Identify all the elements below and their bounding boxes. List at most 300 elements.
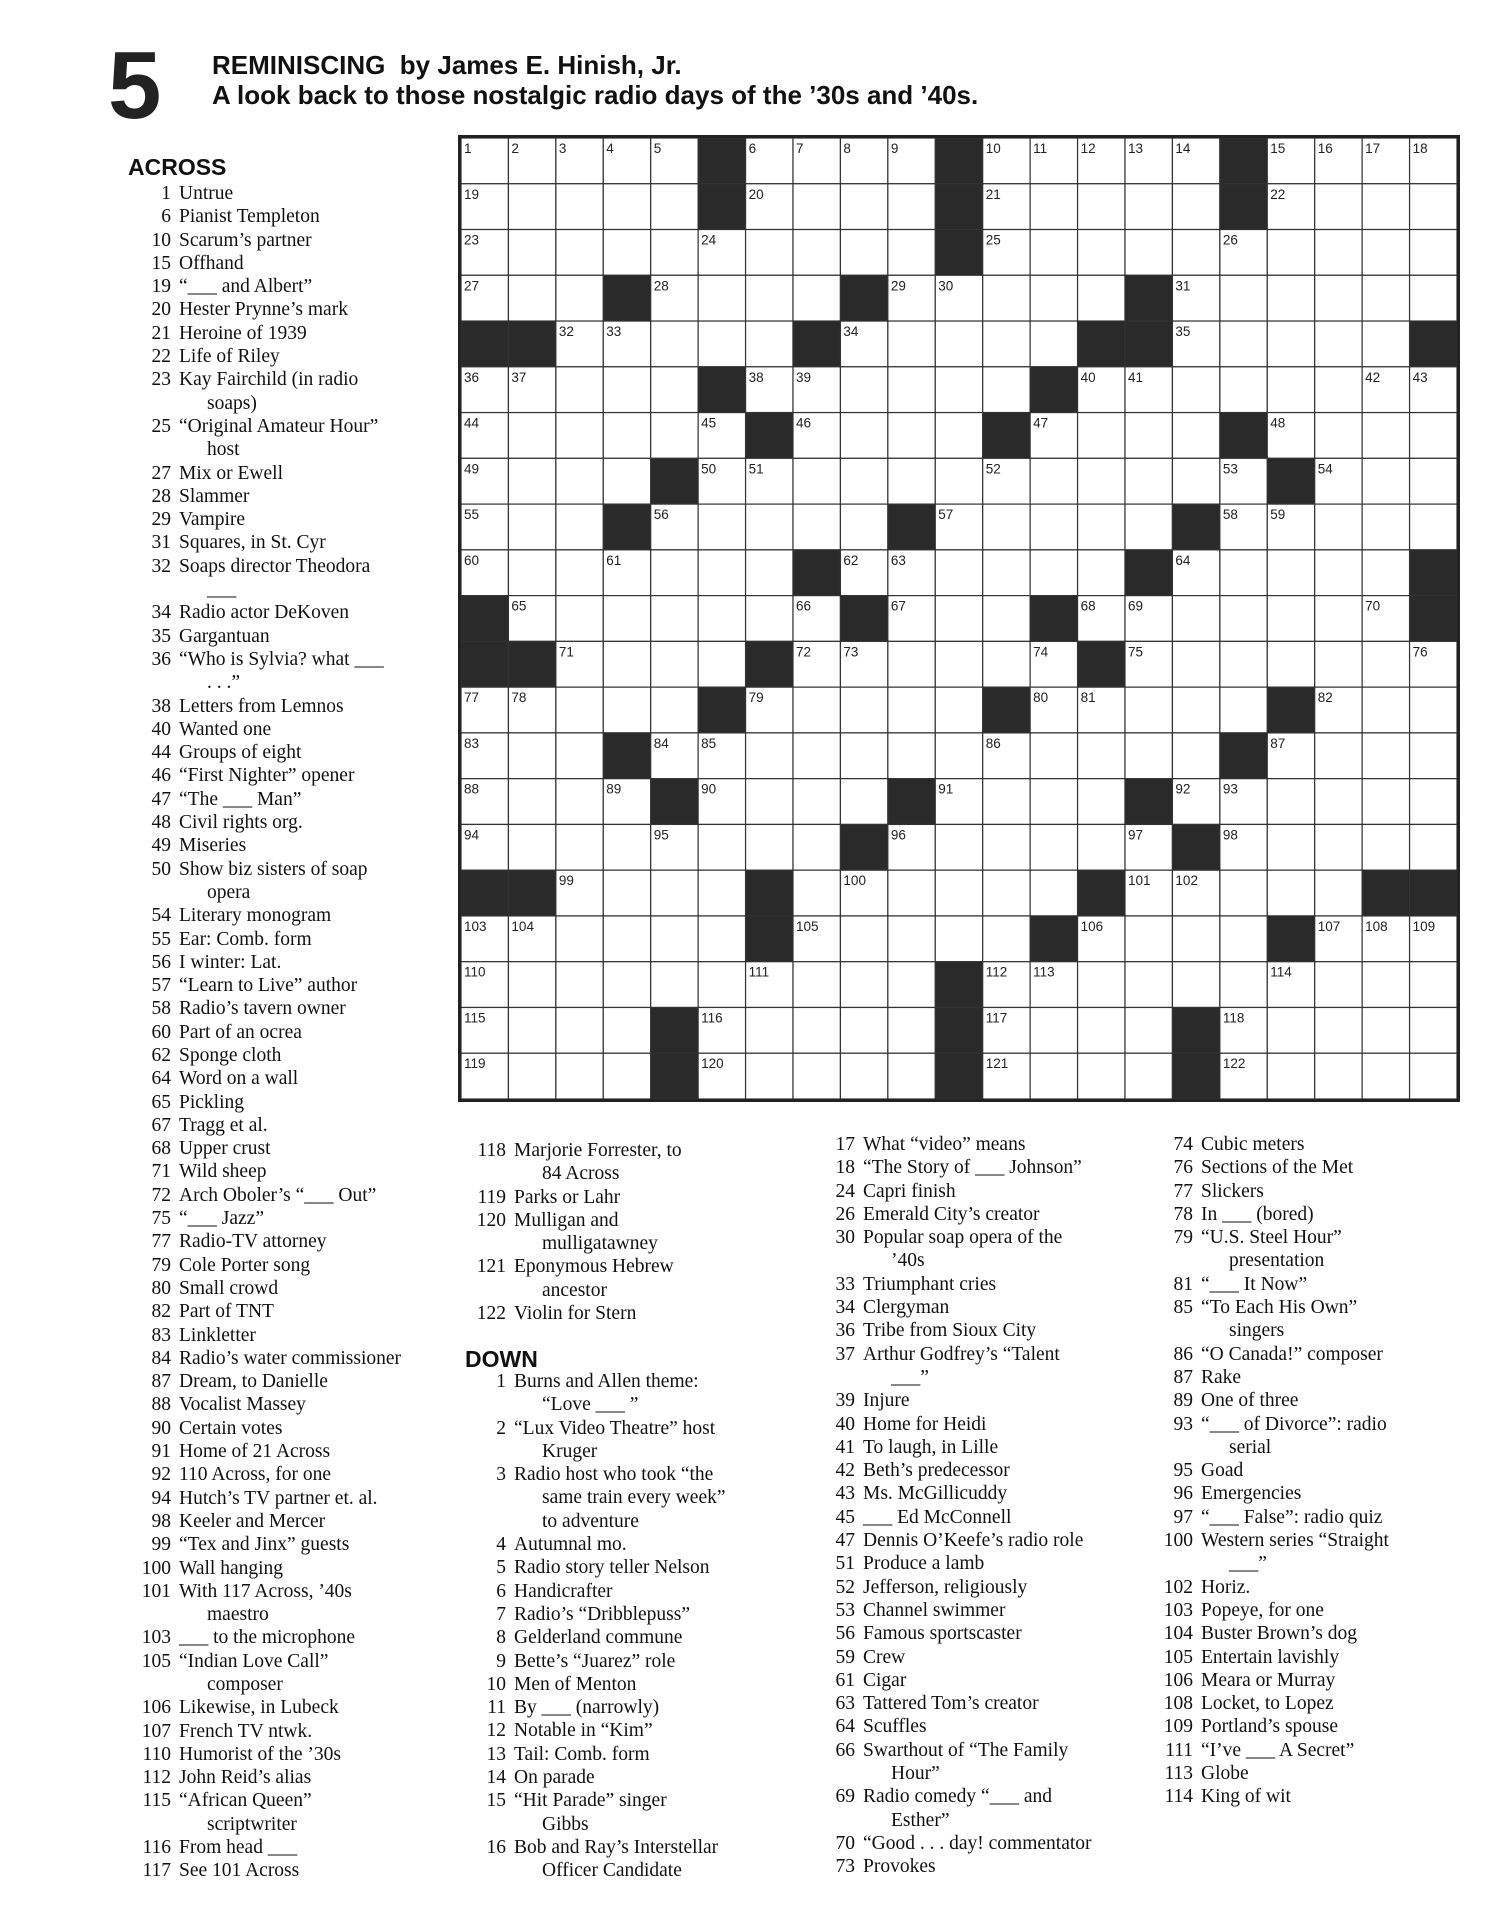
grid-cell[interactable] (603, 1053, 650, 1099)
clue-number: 91 (151, 1441, 171, 1463)
grid-cell[interactable] (935, 641, 982, 687)
clue-text (863, 1576, 1142, 1599)
across-heading: ACROSS (128, 154, 227, 180)
grid-cell[interactable] (840, 504, 887, 550)
grid-cell[interactable] (1125, 1007, 1172, 1053)
grid-cell[interactable] (651, 596, 698, 642)
grid-cell[interactable] (1267, 824, 1314, 870)
grid-cell[interactable] (698, 916, 745, 962)
grid-cell[interactable] (983, 779, 1030, 825)
grid-cell[interactable] (1267, 321, 1314, 367)
grid-cell[interactable] (1172, 413, 1219, 459)
grid-cell[interactable] (1030, 184, 1077, 230)
grid-cell[interactable] (1410, 413, 1457, 459)
grid-cell[interactable] (698, 321, 745, 367)
grid-cell[interactable] (1125, 504, 1172, 550)
grid-cell[interactable] (1362, 687, 1409, 733)
grid-cell[interactable] (603, 596, 650, 642)
grid-cell[interactable] (1267, 230, 1314, 276)
grid-cell[interactable] (1410, 1007, 1457, 1053)
grid-cell[interactable] (556, 1053, 603, 1099)
grid-cell[interactable] (793, 1053, 840, 1099)
grid-cell[interactable] (793, 1007, 840, 1053)
grid-cell[interactable] (1315, 596, 1362, 642)
grid-cell[interactable] (603, 962, 650, 1008)
grid-cell[interactable] (746, 596, 793, 642)
clue-text-line: Dream, to Danielle (179, 1371, 328, 1393)
grid-cell[interactable] (793, 504, 840, 550)
grid-cell[interactable] (1125, 1053, 1172, 1099)
clue-number: 86 (1173, 1343, 1193, 1365)
grid-cell[interactable] (1362, 321, 1409, 367)
grid-cell[interactable] (556, 779, 603, 825)
grid-cell[interactable] (1030, 504, 1077, 550)
grid-cell[interactable] (1267, 596, 1314, 642)
grid-cell[interactable] (1172, 641, 1219, 687)
grid-cell[interactable] (793, 870, 840, 916)
grid-cell[interactable] (1267, 641, 1314, 687)
grid-cell[interactable] (508, 413, 555, 459)
grid-cell[interactable] (1220, 916, 1267, 962)
grid-cell[interactable] (556, 184, 603, 230)
grid-cell[interactable] (556, 275, 603, 321)
grid-cell[interactable] (793, 779, 840, 825)
grid-cell[interactable] (888, 367, 935, 413)
grid-cell[interactable] (793, 962, 840, 1008)
grid-cell[interactable] (698, 275, 745, 321)
clue-item (128, 974, 458, 997)
clue-number: 40 (151, 718, 171, 740)
grid-cell[interactable] (840, 962, 887, 1008)
grid-cell[interactable] (651, 641, 698, 687)
grid-cell[interactable] (840, 413, 887, 459)
clue-number: 16 (486, 1836, 506, 1858)
cell-number: 2 (511, 141, 519, 156)
grid-cell[interactable] (1315, 641, 1362, 687)
grid-cell[interactable] (983, 321, 1030, 367)
clue-text-line: Word on a wall (179, 1068, 299, 1090)
grid-cell[interactable] (1410, 1053, 1457, 1099)
grid-cell[interactable] (1220, 367, 1267, 413)
grid-cell[interactable] (888, 230, 935, 276)
grid-cell[interactable] (746, 321, 793, 367)
grid-cell[interactable] (1362, 824, 1409, 870)
grid-cell[interactable] (840, 458, 887, 504)
clue-number: 47 (151, 788, 171, 810)
grid-cell[interactable] (1030, 733, 1077, 779)
grid-cell[interactable] (793, 184, 840, 230)
grid-cell[interactable] (698, 824, 745, 870)
grid-cell[interactable] (935, 733, 982, 779)
clue-number: 114 (1164, 1786, 1193, 1808)
clue-number: 106 (141, 1697, 171, 1719)
grid-cell[interactable] (1362, 1007, 1409, 1053)
grid-cell[interactable] (888, 184, 935, 230)
grid-cell[interactable] (603, 824, 650, 870)
grid-cell[interactable] (651, 962, 698, 1008)
grid-cell[interactable] (983, 275, 1030, 321)
grid-cell[interactable] (1220, 870, 1267, 916)
grid-cell[interactable] (888, 916, 935, 962)
grid-cell[interactable] (1362, 504, 1409, 550)
grid-cell[interactable] (746, 550, 793, 596)
grid-cell[interactable] (746, 275, 793, 321)
grid-cell[interactable] (1315, 413, 1362, 459)
grid-cell[interactable] (1125, 184, 1172, 230)
grid-cell[interactable] (603, 458, 650, 504)
grid-cell[interactable] (1220, 641, 1267, 687)
grid-cell[interactable] (1125, 962, 1172, 1008)
grid-cell[interactable] (1267, 1053, 1314, 1099)
grid-cell[interactable] (1315, 733, 1362, 779)
grid-cell[interactable] (651, 413, 698, 459)
grid-cell[interactable] (1030, 870, 1077, 916)
grid-cell[interactable] (1267, 1007, 1314, 1053)
grid-cell[interactable] (1172, 687, 1219, 733)
clue-number: 10 (151, 229, 171, 251)
grid-cell[interactable] (1030, 230, 1077, 276)
grid-cell[interactable] (1362, 779, 1409, 825)
grid-cell[interactable] (508, 504, 555, 550)
grid-cell[interactable] (1078, 1007, 1125, 1053)
grid-cell[interactable] (1125, 733, 1172, 779)
grid-cell[interactable] (556, 413, 603, 459)
clue-text-line: Beth’s predecessor (863, 1460, 1010, 1482)
grid-cell[interactable] (840, 916, 887, 962)
grid-cell[interactable] (508, 1007, 555, 1053)
grid-cell[interactable] (1030, 275, 1077, 321)
grid-cell[interactable] (1125, 687, 1172, 733)
clue-item (128, 368, 458, 415)
grid-cell[interactable] (840, 184, 887, 230)
grid-cell[interactable] (556, 1007, 603, 1053)
grid-cell[interactable] (983, 870, 1030, 916)
grid-cell[interactable] (888, 413, 935, 459)
clue-text (179, 997, 458, 1020)
grid-cell[interactable] (888, 321, 935, 367)
grid-cell[interactable] (508, 824, 555, 870)
grid-cell[interactable] (983, 641, 1030, 687)
grid-cell[interactable] (508, 962, 555, 1008)
grid-cell[interactable] (935, 367, 982, 413)
grid-cell[interactable] (1078, 1053, 1125, 1099)
grid-cell[interactable] (1410, 458, 1457, 504)
grid-cell[interactable] (1410, 824, 1457, 870)
clue-item (812, 1646, 1142, 1669)
grid-cell[interactable] (1078, 413, 1125, 459)
grid-cell[interactable] (556, 687, 603, 733)
clue-item (128, 1067, 458, 1090)
grid-cell[interactable] (508, 275, 555, 321)
grid-cell[interactable] (651, 321, 698, 367)
grid-cell[interactable] (793, 275, 840, 321)
grid-cell[interactable] (1030, 550, 1077, 596)
grid-cell[interactable] (508, 733, 555, 779)
grid-cell[interactable] (1410, 733, 1457, 779)
grid-cell[interactable] (983, 596, 1030, 642)
grid-cell[interactable] (556, 458, 603, 504)
grid-cell[interactable] (888, 733, 935, 779)
grid-cell[interactable] (1362, 184, 1409, 230)
grid-cell[interactable] (1267, 550, 1314, 596)
grid-cell[interactable] (1410, 275, 1457, 321)
grid-cell[interactable] (1267, 275, 1314, 321)
grid-cell[interactable] (508, 779, 555, 825)
grid-cell[interactable] (603, 367, 650, 413)
grid-cell[interactable] (983, 367, 1030, 413)
grid-cell[interactable] (746, 230, 793, 276)
grid-cell[interactable] (840, 687, 887, 733)
clue-number: 94 (151, 1487, 171, 1509)
grid-cell[interactable] (1172, 184, 1219, 230)
grid-cell[interactable] (1362, 641, 1409, 687)
grid-cell[interactable] (1030, 779, 1077, 825)
clue-number: 70 (835, 1832, 855, 1854)
grid-cell[interactable] (698, 504, 745, 550)
grid-cell[interactable] (793, 230, 840, 276)
grid-cell[interactable] (746, 1053, 793, 1099)
grid-cell[interactable] (1315, 1007, 1362, 1053)
grid-cell[interactable] (1172, 962, 1219, 1008)
grid-cell[interactable] (1030, 458, 1077, 504)
grid-cell[interactable] (1125, 916, 1172, 962)
grid-cell[interactable] (651, 184, 698, 230)
grid-cell[interactable] (1315, 367, 1362, 413)
grid-cell[interactable] (1030, 1053, 1077, 1099)
clue-text-line: “The Story of ___ Johnson” (863, 1157, 1082, 1179)
grid-cell[interactable] (651, 367, 698, 413)
clue-text (514, 1556, 803, 1579)
grid-cell[interactable] (1362, 1053, 1409, 1099)
grid-cell[interactable] (1220, 275, 1267, 321)
grid-cell[interactable] (1172, 596, 1219, 642)
clue-item (128, 182, 458, 205)
grid-cell[interactable] (793, 458, 840, 504)
grid-cell[interactable] (888, 641, 935, 687)
grid-cell[interactable] (556, 962, 603, 1008)
grid-cell[interactable] (1410, 687, 1457, 733)
grid-cell[interactable] (1267, 779, 1314, 825)
grid-cell[interactable] (603, 1007, 650, 1053)
grid-cell[interactable] (1078, 962, 1125, 1008)
grid-cell[interactable] (1315, 824, 1362, 870)
grid-cell[interactable] (1267, 367, 1314, 413)
grid-cell[interactable] (651, 916, 698, 962)
grid-cell[interactable] (1220, 687, 1267, 733)
cell-number: 41 (1128, 369, 1144, 385)
grid-cell[interactable] (603, 870, 650, 916)
grid-cell[interactable] (651, 870, 698, 916)
grid-cell[interactable] (935, 870, 982, 916)
grid-cell[interactable] (1172, 733, 1219, 779)
grid-cell[interactable] (840, 230, 887, 276)
grid-cell[interactable] (1220, 550, 1267, 596)
grid-cell[interactable] (746, 504, 793, 550)
grid-cell[interactable] (793, 733, 840, 779)
grid-cell[interactable] (1125, 230, 1172, 276)
clue-text-line: “Indian Love Call” (179, 1650, 329, 1672)
grid-cell[interactable] (1410, 230, 1457, 276)
grid-cell[interactable] (1030, 1007, 1077, 1053)
grid-cell[interactable] (1362, 275, 1409, 321)
grid-cell[interactable] (1315, 275, 1362, 321)
grid-cell[interactable] (1078, 504, 1125, 550)
clue-item (812, 1273, 1142, 1296)
grid-cell[interactable] (603, 230, 650, 276)
grid-cell[interactable] (746, 1007, 793, 1053)
grid-cell[interactable] (508, 230, 555, 276)
grid-cell[interactable] (935, 413, 982, 459)
grid-cell[interactable] (840, 1053, 887, 1099)
grid-cell[interactable] (1315, 504, 1362, 550)
grid-cell[interactable] (1315, 550, 1362, 596)
grid-cell[interactable] (556, 824, 603, 870)
grid-cell[interactable] (651, 550, 698, 596)
clue-item (463, 1766, 803, 1789)
clue-number: 106 (1163, 1669, 1193, 1691)
grid-cell[interactable] (556, 504, 603, 550)
grid-cell[interactable] (698, 641, 745, 687)
grid-cell[interactable] (698, 596, 745, 642)
grid-cell[interactable] (840, 779, 887, 825)
grid-cell[interactable] (1030, 824, 1077, 870)
grid-cell[interactable] (746, 779, 793, 825)
grid-cell[interactable] (983, 824, 1030, 870)
grid-cell[interactable] (888, 1053, 935, 1099)
grid-cell[interactable] (935, 321, 982, 367)
grid-cell[interactable] (698, 962, 745, 1008)
grid-cell[interactable] (1362, 230, 1409, 276)
grid-cell[interactable] (1078, 458, 1125, 504)
clue-number: 19 (151, 276, 171, 298)
grid-cell[interactable] (1362, 733, 1409, 779)
grid-cell[interactable] (888, 687, 935, 733)
grid-cell[interactable] (888, 1007, 935, 1053)
grid-cell[interactable] (556, 596, 603, 642)
grid-cell[interactable] (1078, 550, 1125, 596)
grid-cell[interactable] (935, 458, 982, 504)
grid-cell[interactable] (1410, 184, 1457, 230)
crossword-grid-svg[interactable] (461, 138, 1457, 1099)
grid-cell[interactable] (935, 687, 982, 733)
cell-number: 56 (653, 507, 669, 523)
grid-cell[interactable] (1172, 458, 1219, 504)
grid-block (1125, 275, 1172, 321)
grid-cell[interactable] (1362, 962, 1409, 1008)
clue-text-line: French TV ntwk. (179, 1720, 313, 1742)
grid-cell[interactable] (698, 870, 745, 916)
grid-cell[interactable] (746, 733, 793, 779)
grid-cell[interactable] (935, 916, 982, 962)
grid-cell[interactable] (888, 870, 935, 916)
grid-cell[interactable] (935, 596, 982, 642)
grid-cell[interactable] (1315, 321, 1362, 367)
grid-cell[interactable] (840, 367, 887, 413)
grid-cell[interactable] (1078, 733, 1125, 779)
grid-cell[interactable] (1125, 413, 1172, 459)
grid-cell[interactable] (603, 184, 650, 230)
grid-cell[interactable] (888, 962, 935, 1008)
grid-cell[interactable] (1172, 916, 1219, 962)
grid-cell[interactable] (556, 230, 603, 276)
grid-cell[interactable] (935, 824, 982, 870)
grid-cell[interactable] (983, 504, 1030, 550)
clue-item (463, 1650, 803, 1673)
clue-text-line: Provokes (863, 1856, 936, 1878)
crossword-grid[interactable] (458, 135, 1460, 1102)
clue-text-line: “African Queen” (179, 1790, 312, 1812)
grid-cell[interactable] (935, 550, 982, 596)
grid-cell[interactable] (1410, 962, 1457, 1008)
grid-cell[interactable] (1030, 321, 1077, 367)
grid-cell[interactable] (1362, 550, 1409, 596)
grid-cell[interactable] (793, 687, 840, 733)
clue-item (128, 229, 458, 252)
clue-number: 34 (835, 1297, 855, 1319)
grid-cell[interactable] (508, 458, 555, 504)
grid-cell[interactable] (1315, 870, 1362, 916)
grid-cell[interactable] (508, 184, 555, 230)
grid-cell[interactable] (1078, 824, 1125, 870)
grid-cell[interactable] (1078, 275, 1125, 321)
grid-cell[interactable] (556, 550, 603, 596)
grid-cell[interactable] (888, 458, 935, 504)
grid-cell[interactable] (1410, 779, 1457, 825)
grid-cell[interactable] (1315, 184, 1362, 230)
grid-cell[interactable] (1125, 458, 1172, 504)
grid-cell[interactable] (1410, 504, 1457, 550)
grid-cell[interactable] (508, 550, 555, 596)
grid-cell[interactable] (1220, 596, 1267, 642)
grid-cell[interactable] (1172, 367, 1219, 413)
grid-cell[interactable] (1267, 870, 1314, 916)
grid-cell[interactable] (746, 824, 793, 870)
grid-cell[interactable] (1078, 184, 1125, 230)
grid-cell[interactable] (1362, 458, 1409, 504)
grid-cell[interactable] (1315, 962, 1362, 1008)
grid-cell[interactable] (508, 1053, 555, 1099)
grid-cell[interactable] (983, 550, 1030, 596)
clue-text (1201, 1506, 1490, 1529)
grid-cell[interactable] (1172, 230, 1219, 276)
grid-cell[interactable] (698, 550, 745, 596)
grid-cell[interactable] (1078, 230, 1125, 276)
grid-cell[interactable] (840, 1007, 887, 1053)
cell-number: 97 (1128, 827, 1144, 843)
grid-cell[interactable] (651, 230, 698, 276)
grid-cell[interactable] (556, 367, 603, 413)
grid-cell[interactable] (1315, 1053, 1362, 1099)
grid-cell[interactable] (603, 916, 650, 962)
grid-cell[interactable] (603, 687, 650, 733)
down-clues-column-2 (812, 1133, 1142, 1879)
grid-cell[interactable] (651, 687, 698, 733)
grid-cell[interactable] (556, 916, 603, 962)
grid-cell[interactable] (1220, 321, 1267, 367)
grid-cell[interactable] (1315, 230, 1362, 276)
grid-cell[interactable] (983, 916, 1030, 962)
grid-cell[interactable] (1220, 962, 1267, 1008)
grid-cell[interactable] (840, 733, 887, 779)
grid-cell[interactable] (1315, 779, 1362, 825)
grid-cell[interactable] (1078, 779, 1125, 825)
grid-cell[interactable] (603, 413, 650, 459)
grid-cell[interactable] (793, 824, 840, 870)
grid-cell[interactable] (1362, 413, 1409, 459)
clue-item (1150, 1529, 1490, 1576)
grid-cell[interactable] (556, 733, 603, 779)
grid-cell[interactable] (603, 641, 650, 687)
